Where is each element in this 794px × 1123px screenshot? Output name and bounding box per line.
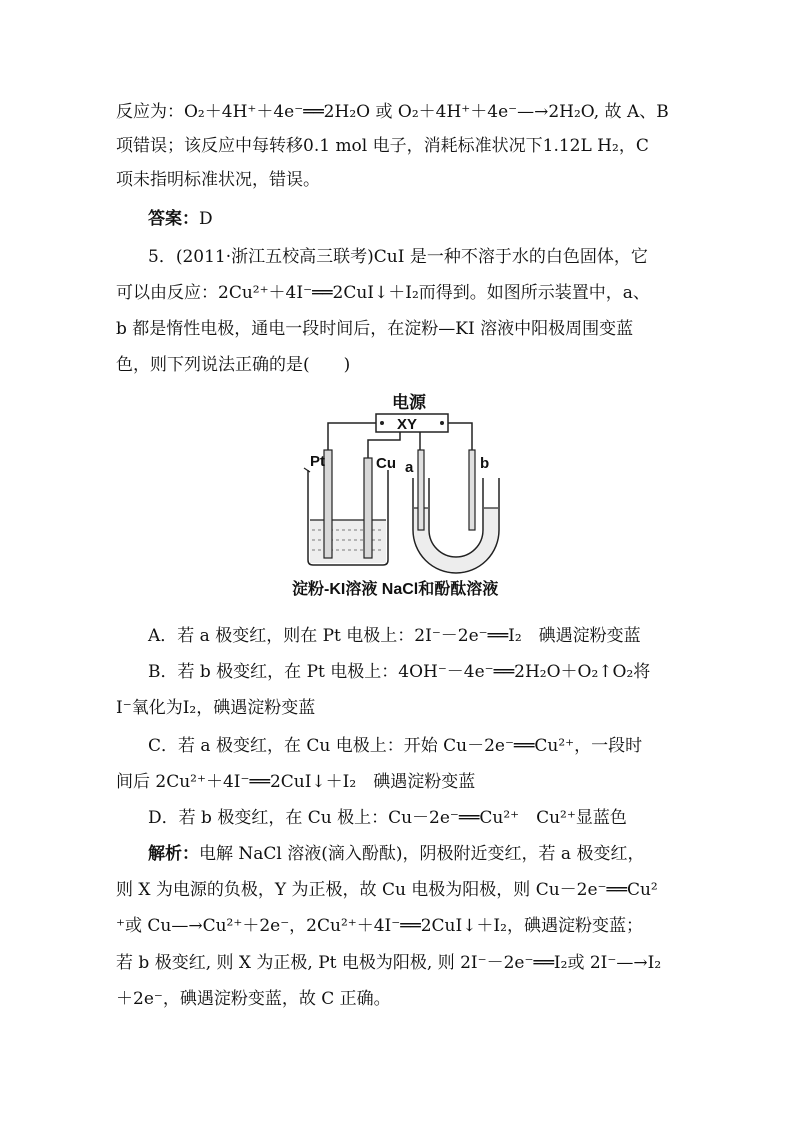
analysis-line-4: 若 b 极变红, 则 X 为正极, Pt 电极为阳极, 则 2I⁻－2e⁻══I₂或 2I⁻—→I₂ (116, 953, 662, 973)
analysis-line-3: ⁺或 Cu—→Cu²⁺＋2e⁻，2Cu²⁺＋4I⁻══2CuI↓＋I₂，碘遇淀粉变蓝； (116, 916, 643, 936)
line-3: 项未指明标准状况，错误。 (116, 170, 320, 190)
power-label: 电源 (392, 393, 426, 412)
answer-line (148, 207, 696, 231)
line-1: 反应为：O₂＋4H⁺＋4e⁻══2H₂O 或 O₂＋4H⁺＋4e⁻—→2H₂O, 故 A、B (116, 102, 669, 122)
analysis-line-1 (148, 842, 696, 866)
pt-label: Pt (310, 453, 325, 470)
analysis-line-5: ＋2e⁻，碘遇淀粉变蓝，故 C 正确。 (116, 989, 391, 1009)
option-b-line-2: I⁻氧化为I₂，碘遇淀粉变蓝 (116, 698, 316, 718)
option-c-line-2: 间后 2Cu²⁺＋4I⁻══2CuI↓＋I₂ 碘遇淀粉变蓝 (116, 772, 476, 792)
b-label: b (480, 455, 490, 472)
answer-value: D (199, 209, 213, 229)
solution-ki (310, 520, 386, 563)
analysis-text-1: 电解 NaCl 溶液(滴入酚酞)，阴极附近变红，若 a 极变红， (199, 844, 645, 864)
question-line-4: 色，则下列说法正确的是( ) (116, 355, 351, 375)
electrolysis-diagram (280, 380, 544, 610)
question-line-1: 5．(2011·浙江五校高三联考)CuI 是一种不溶于水的白色固体，它 (148, 247, 648, 267)
question-line-2: 可以由反应：2Cu²⁺＋4I⁻══2CuI↓＋I₂而得到。如图所示装置中，a、 (116, 283, 650, 303)
analysis-line-2: 则 X 为电源的负极，Y 为正极，故 Cu 电极为阳极，则 Cu－2e⁻══Cu² (116, 880, 658, 900)
cu-label: Cu (376, 455, 396, 472)
a-label: a (405, 459, 414, 476)
xy-label: XY (397, 416, 418, 433)
option-a: A．若 a 极变红，则在 Pt 电极上：2I⁻－2e⁻══I₂ 碘遇淀粉变蓝 (148, 626, 641, 646)
question-line-3: b 都是惰性电极，通电一段时间后，在淀粉—KI 溶液中阳极周围变蓝 (116, 319, 634, 339)
terminal-y (440, 421, 444, 425)
option-c-line-1: C．若 a 极变红，在 Cu 电极上：开始 Cu－2e⁻══Cu²⁺，一段时 (148, 736, 643, 756)
analysis-label: 解析： (148, 844, 199, 864)
diagram-caption: 淀粉-KI溶液 NaCl和酚酞溶液 (292, 581, 499, 598)
a-electrode (418, 450, 424, 530)
option-d: D．若 b 极变红，在 Cu 极上：Cu－2e⁻══Cu²⁺ Cu²⁺显蓝色 (148, 808, 627, 828)
cu-electrode (364, 458, 372, 558)
option-b-line-1: B．若 b 极变红，在 Pt 电极上：4OH⁻－4e⁻══2H₂O＋O₂↑O₂将 (148, 662, 651, 682)
pt-electrode (324, 450, 332, 558)
terminal-x (380, 421, 384, 425)
answer-label: 答案： (148, 209, 199, 229)
line-2: 项错误；该反应中每转移0.1 mol 电子，消耗标准状况下1.12L H₂，C (116, 136, 649, 156)
b-electrode (469, 450, 475, 530)
